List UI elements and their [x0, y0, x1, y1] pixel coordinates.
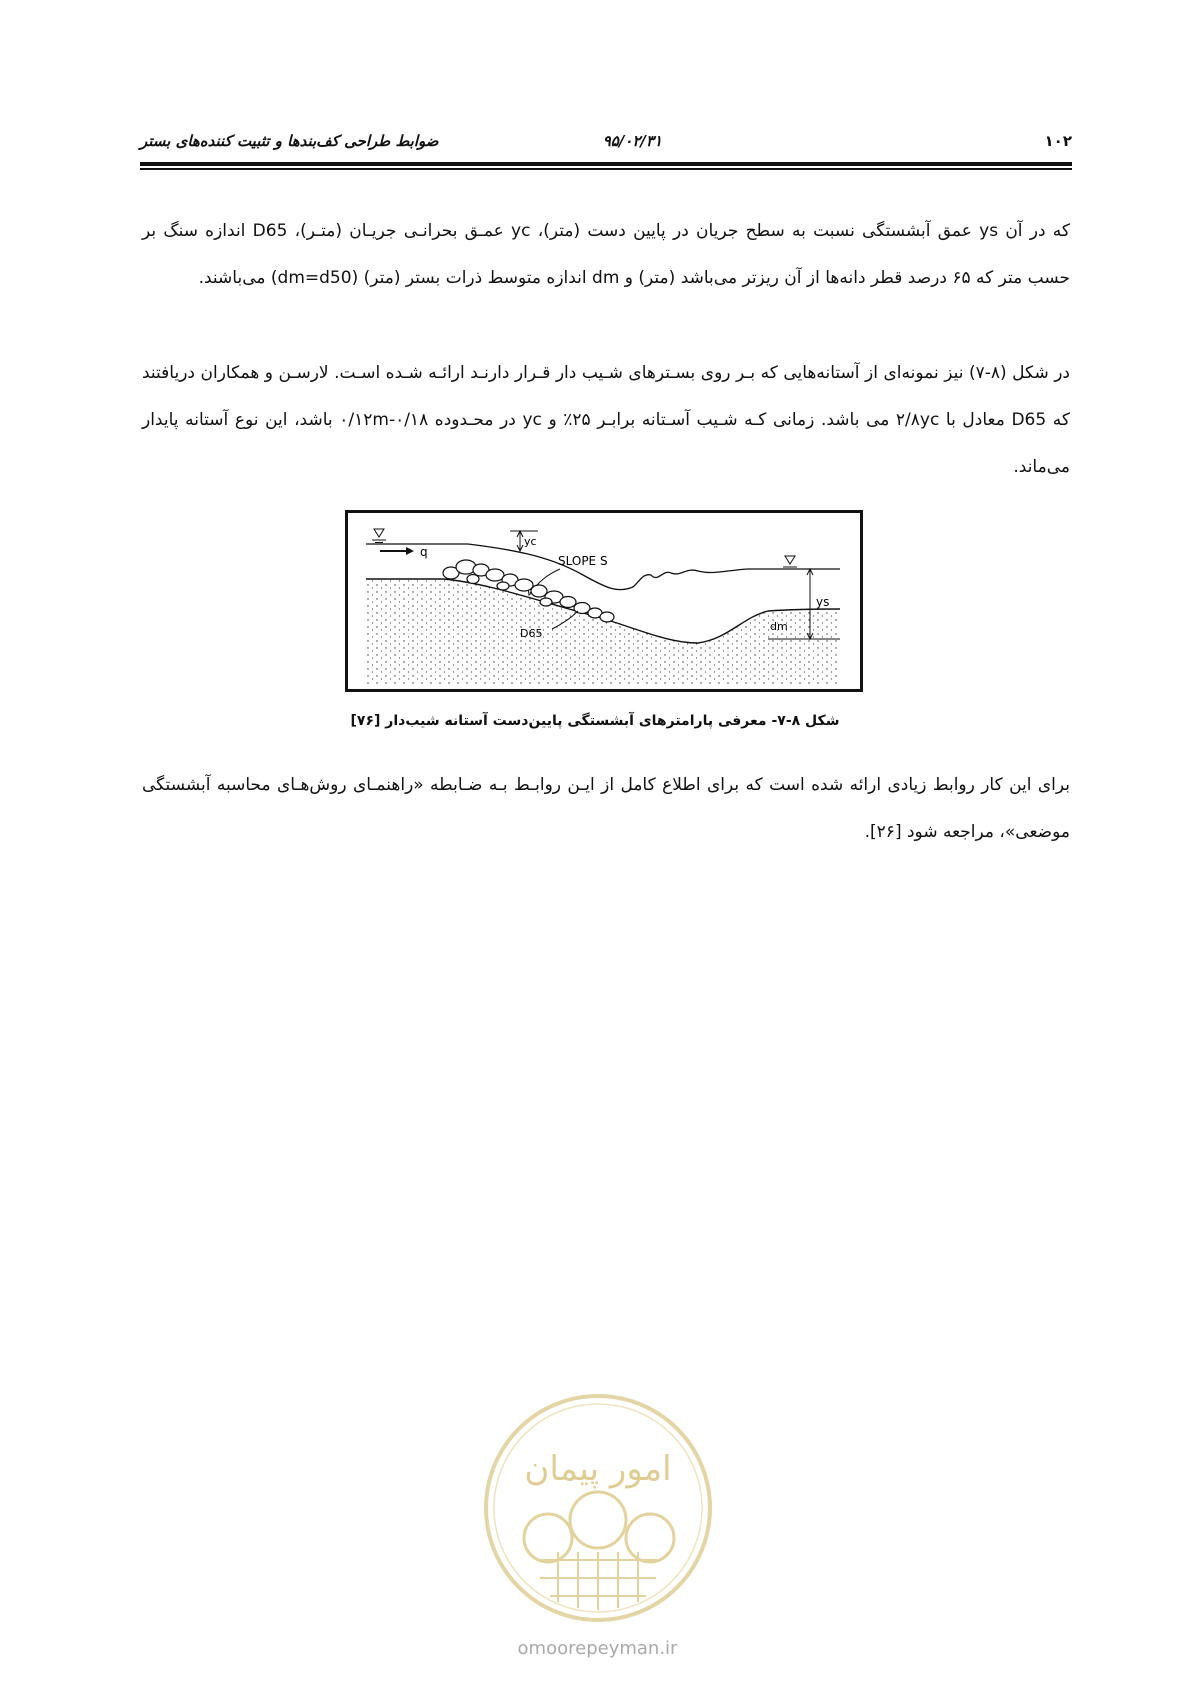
- page-header: [140, 128, 1072, 158]
- scour-diagram: [348, 513, 860, 689]
- header-rule-thick: [140, 162, 1072, 166]
- watermark-website: omoorepeyman.ir: [517, 1638, 678, 1659]
- scour-figure: [345, 510, 863, 692]
- label-d65: D65: [520, 627, 543, 640]
- page-number: ۱۰۲: [1044, 132, 1072, 150]
- header-date: ۹۵/۰۲/۳۱: [602, 132, 662, 150]
- label-dm: dm: [770, 620, 788, 633]
- label-q: q: [420, 545, 428, 559]
- paragraph-definitions: که در آن ys عمق آبشستگی نسبت به سطح جریان در پایین دست (متر)، yc عمـق بحرانـی جریـان (متـر)، D65 اندازه سنگ بر حسب متر که ۶۵ درصد قطر دانه‌ها از آن ریزتر می‌باشد (متر) و dm اندازه متوسط ذرات بستر (متر) (dm=d50) می‌باشند.: [142, 221, 1071, 288]
- label-slope: SLOPE S: [558, 554, 608, 568]
- book-title: ضوابط طراحی کف‌بندها و تثبیت کننده‌های بستر: [140, 132, 439, 150]
- watermark-logo-text: امور پیمان: [524, 1449, 672, 1489]
- paragraph-larsen: در شکل (۸-۷) نیز نمونه‌ای از آستانه‌هایی که بـر روی بسـترهای شـیب دار قـرار دارنـد ارائـه شـده اسـت. لارسـن و همکاران دریافتند که D65 معادل با ۲/۸yc می باشد. زمانی کـه شـیب آسـتانه برابـر ۲۵٪ و yc در محـدوده ۰/۱۸-۰/۱۲m باشد، این نوع آستانه پایدار می‌ماند.: [142, 363, 1070, 477]
- header-rule-thin: [140, 168, 1072, 170]
- label-ys: ys: [816, 595, 830, 609]
- label-yc: yc: [524, 535, 537, 548]
- figure-caption: شکل ۸-۷- معرفی پارامترهای آبشستگی پایین‌دست آستانه شیب‌دار [۷۶]: [350, 713, 840, 729]
- paragraph-references: برای این کار روابط زیادی ارائه شده است که برای اطلاع کامل از ایـن روابـط بـه ضـابطه «راهنمـای روش‌هـای محاسبه آبشستگی موضعی»، مراجعه شود [۲۶].: [142, 775, 1070, 842]
- watermark-stamp-logo: [478, 1388, 718, 1628]
